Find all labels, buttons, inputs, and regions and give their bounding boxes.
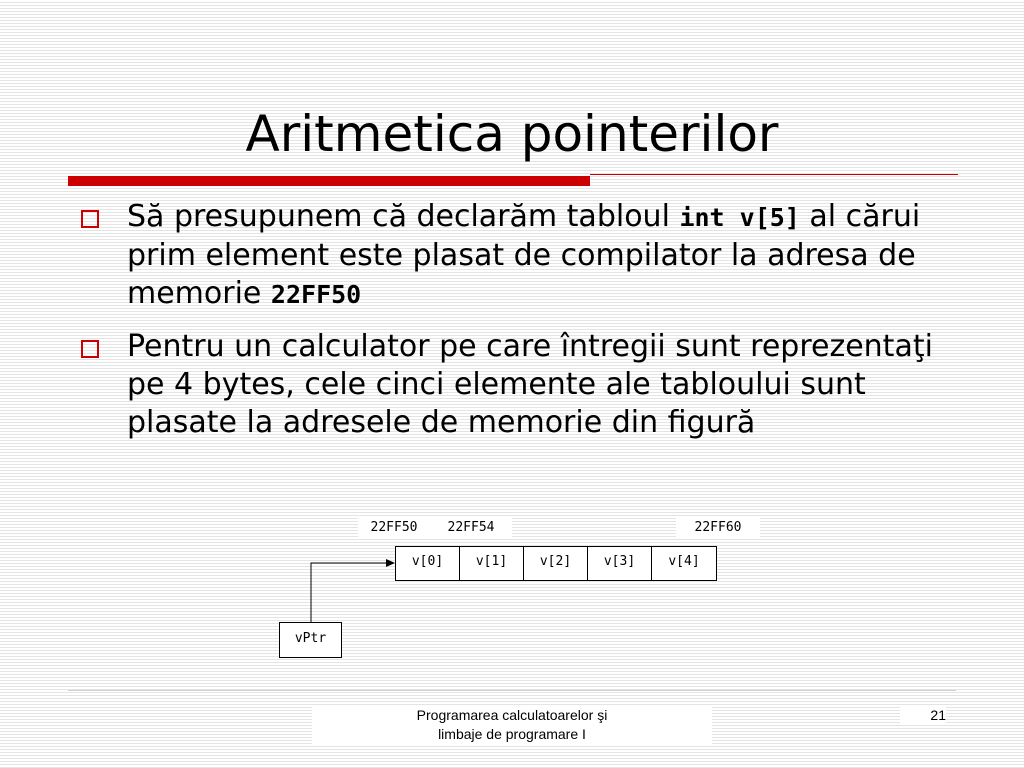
address-label: 22FF54 xyxy=(430,517,512,539)
array-cell: v[1] xyxy=(460,547,524,580)
bullet-2-text: Pentru un calculator pe care întregii sunt reprezentaţi pe 4 bytes, cele cinci elemente ale tabloului sunt plasate la adresele de memorie din figură xyxy=(127,329,933,440)
pointer-box: vPtr xyxy=(279,622,342,658)
page-number: 21 xyxy=(900,706,946,725)
array-cell: v[3] xyxy=(588,547,652,580)
address-label: 22FF50 xyxy=(358,517,430,539)
bullet-1-text-a: Să presupunem că declarăm tabloul xyxy=(127,199,680,234)
bullet-1-text-b: al cărui prim element este plasat de compilator la adresa de memorie xyxy=(127,199,921,311)
array-cell: v[2] xyxy=(524,547,588,580)
footer-course-title xyxy=(312,706,712,744)
array-cell: v[0] xyxy=(396,547,460,580)
bullet-1-code-address: 22FF50 xyxy=(270,280,362,309)
footer-divider xyxy=(68,690,956,691)
array-cell: v[4] xyxy=(668,554,700,569)
footer-line-2: limbaje de programare I xyxy=(438,726,586,742)
footer-line-1: Programarea calculatoarelor şi xyxy=(416,707,608,723)
bullet-1-code-decl: int v[5] xyxy=(679,203,800,232)
arrowhead-icon xyxy=(386,559,395,567)
address-label: 22FF60 xyxy=(676,517,760,539)
slide-title: Aritmetica pointerilor xyxy=(245,105,779,163)
